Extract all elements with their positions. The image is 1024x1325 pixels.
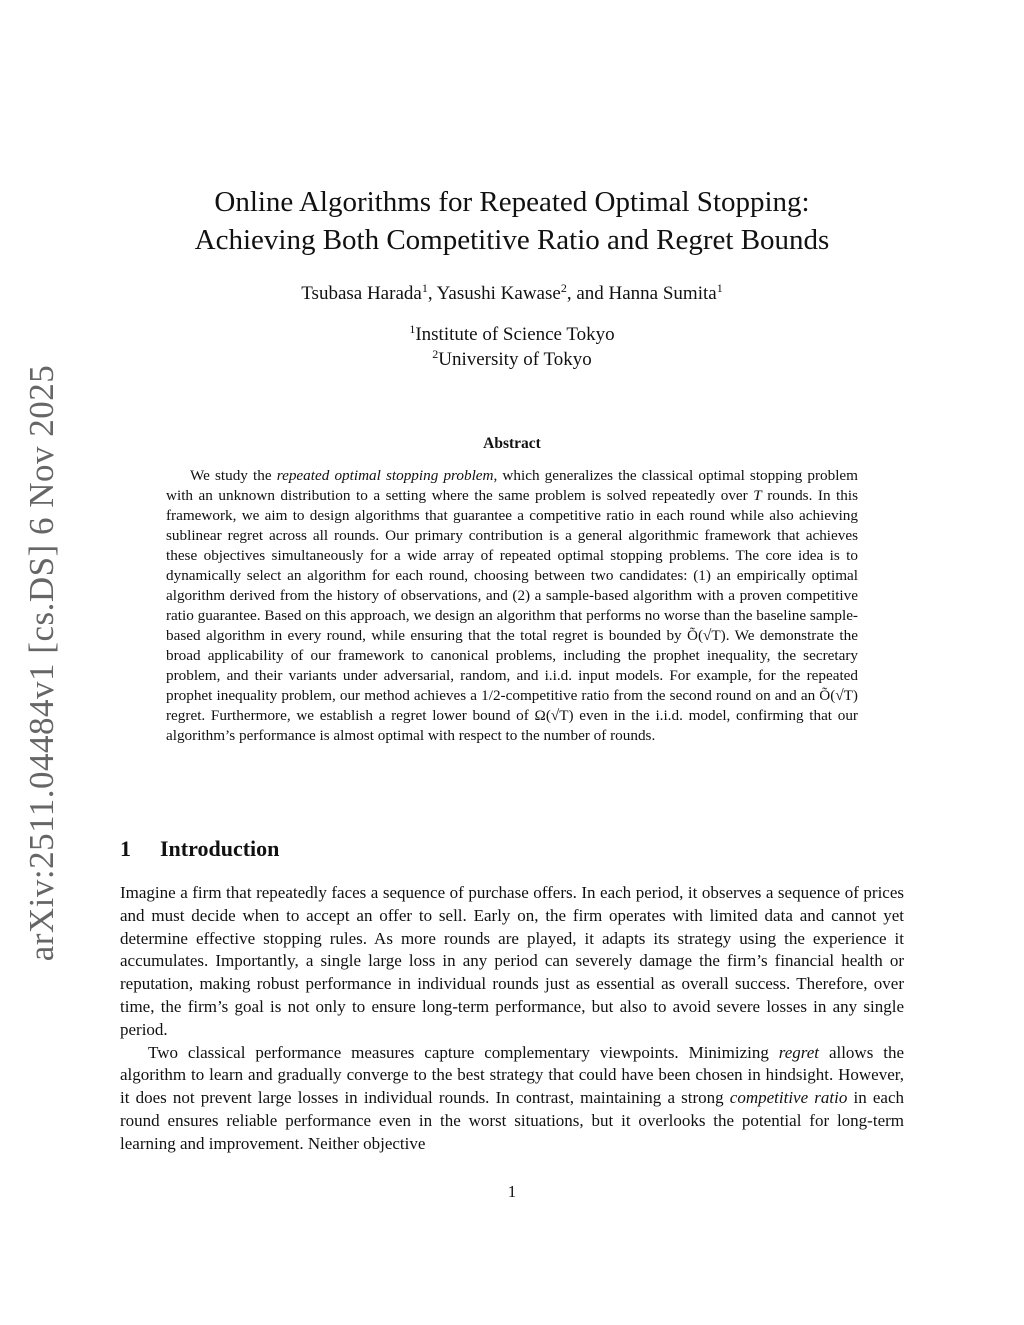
abstract-heading: Abstract xyxy=(483,435,541,452)
author-list xyxy=(120,282,904,306)
section-heading xyxy=(120,836,279,862)
author-separator: , xyxy=(427,283,437,304)
affiliation xyxy=(120,347,904,372)
title-line-2: Achieving Both Competitive Ratio and Regret Bounds xyxy=(194,224,830,256)
title-line-1: Online Algorithms for Repeated Optimal Stopping: xyxy=(214,186,810,218)
author-name: Hanna Sumita xyxy=(608,283,717,304)
abstract-body xyxy=(166,466,858,746)
paragraph-emphasis: competitive ratio xyxy=(729,1088,848,1108)
abstract-text: , which generalizes the classical optimal stopping problem with an unknown distribution to a setting where the same problem is solved repeatedly over xyxy=(166,467,858,504)
paragraph-text: allows the algorithm to learn and gradually converge to the best strategy that could have been chosen in hindsight. However, it does not prevent large losses in individual rounds. In contrast, maintaining a strong xyxy=(120,1042,904,1108)
paragraph: Imagine a firm that repeatedly faces a sequence of purchase offers. In each period, it observes a sequence of prices and must decide when to accept an offer to sell. Early on, the firm operates with limited data and cannot yet determine effective stopping rules. As more rounds are played, it adapts its strategy using the experience it accumulates. Importantly, a single large loss in any period can severely damage the firm’s financial health or reputation, making robust performance in individual rounds just as essential as overall success. Therefore, over time, the firm’s goal is not only to ensure long-term performance, but also to avoid severe losses in any single period. xyxy=(120,883,904,1039)
affiliation-mark: 1 xyxy=(409,322,416,336)
author-separator: , and xyxy=(566,283,609,304)
paragraph-text: Two classical performance measures capture complementary viewpoints. Minimizing xyxy=(148,1042,779,1062)
page-number: 1 xyxy=(507,1182,517,1201)
affiliation xyxy=(120,322,904,347)
abstract-text: . We demonstrate the broad applicability of our framework to canonical problems, including the prophet inequality, the secretary problem, and their variants under adversarial, random, and i.i.d. input models. For example, for the repeated prophet inequality problem, our method achieves a 1/2-competitive ratio from the second round on and an xyxy=(166,627,858,704)
affiliation-name: University of Tokyo xyxy=(438,349,592,370)
section-number: 1 xyxy=(120,836,131,861)
math-expression: Ω(√T) xyxy=(534,707,574,724)
introduction-body xyxy=(120,882,904,1156)
math-expression: Õ(√T) xyxy=(687,627,726,644)
author-affiliation-mark: 1 xyxy=(421,281,428,295)
abstract-text: We study the xyxy=(190,467,277,484)
abstract-text: rounds. In this framework, we aim to design algorithms that guarantee a competitive ratio in each round while also achieving sublinear regret across all rounds. Our primary contribution is a general algorithmic framework that achieves these objectives simultaneously for a wide array of repeated optimal stopping problems. The core idea is to dynamically select an algorithm for each round, choosing between two candidates: (1) an empirically optimal algorithm derived from the history of observations, and (2) a sample-based algorithm with a proven competitive ratio guarantee. Based on this approach, we design an algorithm that performs no worse than the baseline sample-based algorithm in every round, while ensuring that the total regret is bounded by xyxy=(166,487,859,644)
affiliation-list xyxy=(120,322,904,372)
paper-title xyxy=(120,183,904,259)
math-expression: Õ(√T) xyxy=(819,687,858,704)
author-name: Tsubasa Harada xyxy=(301,283,422,304)
arxiv-identifier-stamp: arXiv:2511.04484v1 [cs.DS] 6 Nov 2025 xyxy=(22,364,61,962)
abstract-text: regret. Furthermore, we establish a regret lower bound of xyxy=(166,707,535,724)
section-title: Introduction xyxy=(160,836,280,861)
author-name: Yasushi Kawase xyxy=(436,283,561,304)
affiliation-name: Institute of Science Tokyo xyxy=(415,324,615,345)
paragraph-text: in each round ensures reliable performance even in the worst situations, but it overlooks the potential for long-term learning and improvement. Neither objective xyxy=(120,1088,904,1153)
paragraph-emphasis: regret xyxy=(778,1042,820,1062)
abstract-emphasis: repeated optimal stopping problem xyxy=(276,467,494,484)
author-affiliation-mark: 2 xyxy=(560,281,567,295)
abstract-text: even in the i.i.d. model, confirming that our algorithm’s performance is almost optimal with respect to the number of rounds. xyxy=(166,707,858,744)
author-affiliation-mark: 1 xyxy=(716,281,723,295)
math-variable: T xyxy=(753,487,762,504)
affiliation-mark: 2 xyxy=(432,347,439,361)
paragraph xyxy=(120,1042,904,1156)
